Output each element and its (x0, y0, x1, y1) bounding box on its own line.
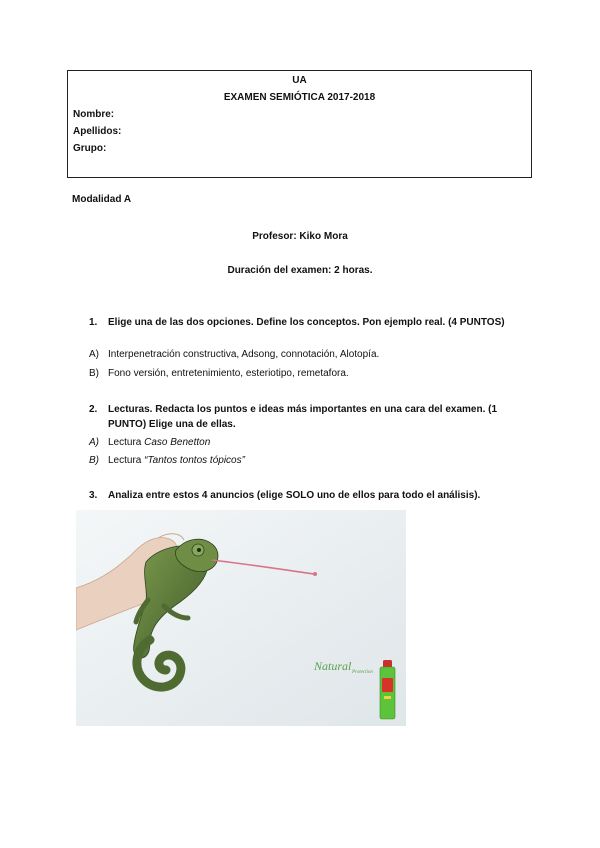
q3-number: 3. (89, 490, 98, 501)
q1-text: Elige una de las dos opciones. Define los conceptos. Pon ejemplo real. (4 PUNTOS) (108, 317, 505, 328)
ad-image (76, 510, 406, 726)
name-label: Nombre: (73, 109, 115, 120)
q1-number: 1. (89, 317, 98, 328)
spray-can-icon (380, 660, 395, 719)
q2-option-a (108, 437, 210, 448)
spray-can-body (380, 667, 395, 719)
group-label: Grupo: (73, 143, 107, 154)
q2-option-b-prefix: Lectura (108, 455, 145, 466)
modality: Modalidad A (72, 194, 132, 205)
q2-option-b (108, 455, 245, 466)
q2-option-a-letter: A) (89, 437, 99, 448)
ad-logo: Natural (314, 659, 352, 673)
q1-option-b: Fono versión, entretenimiento, esteriotipo, remetafora. (108, 368, 349, 379)
exam-title: EXAMEN SEMIÓTICA 2017-2018 (223, 92, 376, 103)
spray-can-label (382, 678, 393, 692)
q1-option-a: Interpenetración constructiva, Adsong, connotación, Alotopía. (108, 349, 380, 360)
q2-line1: Lecturas. Redacta los puntos e ideas más importantes en una cara del examen. (1 (108, 404, 498, 415)
q2-option-b-title: “Tantos tontos tópicos” (144, 455, 245, 466)
q3-text: Analiza entre estos 4 anuncios (elige SOLO uno de ellos para todo el análisis). (108, 490, 481, 501)
q2-option-a-prefix: Lectura (108, 437, 145, 448)
tongue-tip (313, 572, 317, 576)
q1-option-a-letter: A) (89, 349, 99, 360)
q1-option-b-letter: B) (89, 368, 99, 379)
surname-label: Apellidos: (73, 126, 122, 137)
q2-number: 2. (89, 404, 98, 415)
q2-line2: PUNTO) Elige una de ellas. (108, 419, 236, 430)
institution: UA (292, 75, 307, 86)
chameleon-pupil (197, 548, 201, 552)
ad-background (76, 510, 406, 726)
ad-logo-sub: Protection (352, 670, 373, 675)
q2-option-a-title: Caso Benetton (144, 437, 211, 448)
duration: Duración del examen: 2 horas. (227, 265, 373, 276)
professor: Profesor: Kiko Mora (252, 231, 348, 242)
header-box (67, 70, 532, 178)
spray-can-stripe (384, 696, 391, 699)
q2-option-b-letter: B) (89, 455, 99, 466)
